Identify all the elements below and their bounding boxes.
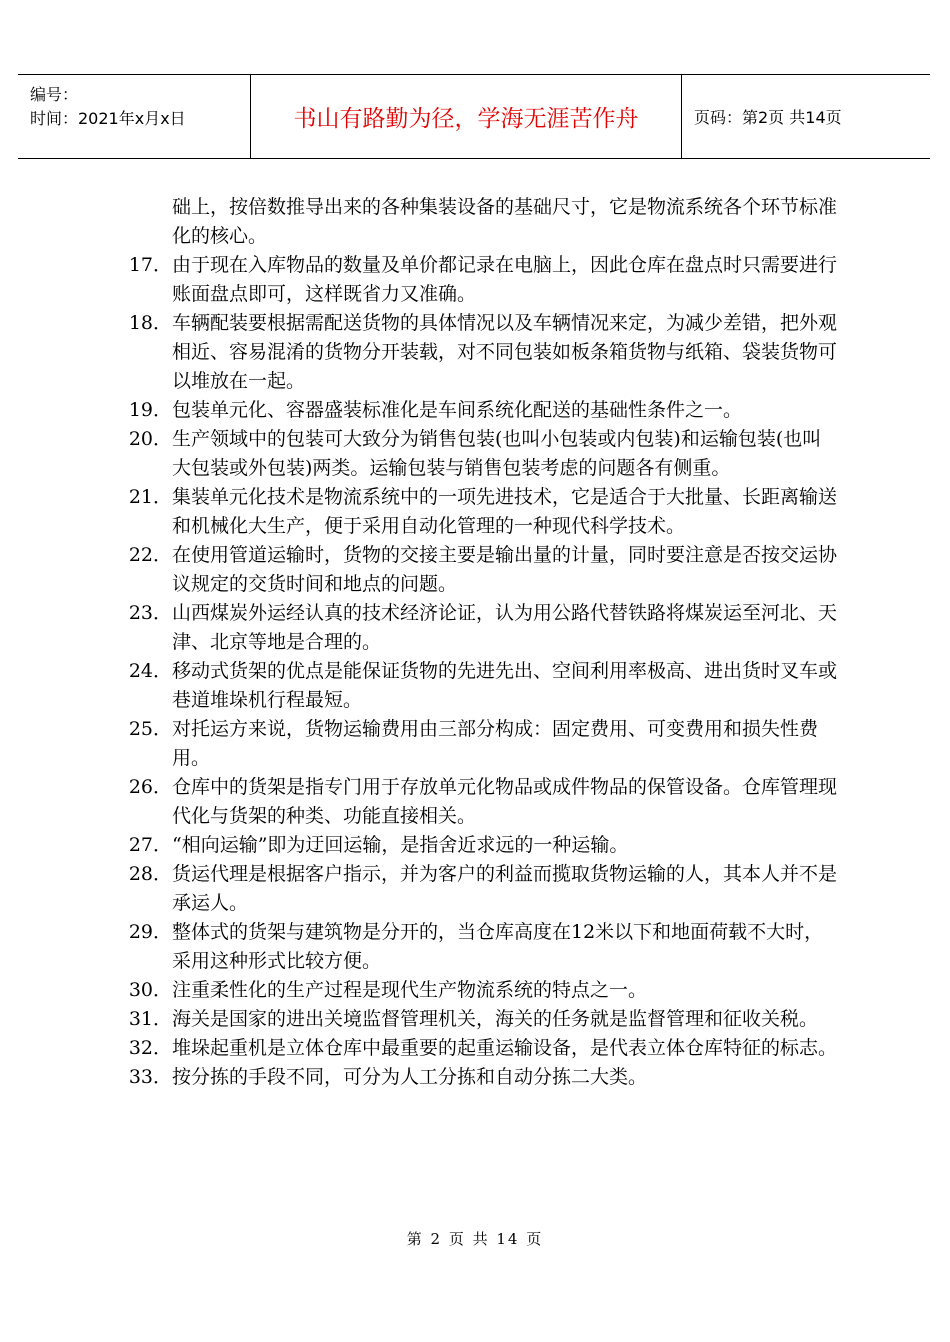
item-number: 19． — [128, 399, 172, 421]
list-item — [120, 396, 840, 425]
item-number: 17． — [128, 254, 172, 276]
serial-label: 编号： — [30, 85, 79, 104]
list-item — [120, 860, 840, 918]
item-text: 由于现在入库物品的数量及单价都记录在电脑上，因此仓库在盘点时只需要进行账面盘点即可，这样既省力又准确。 — [172, 254, 838, 305]
item-number: 21． — [128, 486, 172, 508]
item-number: 26． — [128, 776, 172, 798]
item-number: 29． — [128, 921, 172, 943]
item-number: 28． — [128, 863, 172, 885]
item-text: 按分拣的手段不同，可分为人工分拣和自动分拣二大类。 — [172, 1066, 648, 1088]
item-number: 32． — [128, 1037, 172, 1059]
list-item — [120, 976, 840, 1005]
header-page-label: 页码：第2页 共14页 — [694, 108, 842, 127]
item-number: 20． — [128, 428, 172, 450]
document-body — [120, 193, 840, 1092]
list-item — [120, 715, 840, 773]
list-item — [120, 483, 840, 541]
item-number: 33． — [128, 1066, 172, 1088]
item-text: 车辆配装要根据需配送货物的具体情况以及车辆情况来定，为减少差错，把外观相近、容易混淆的货物分开装载，对不同包装如板条箱货物与纸箱、袋装货物可以堆放在一起。 — [172, 312, 838, 392]
list-item — [120, 309, 840, 396]
page-header — [18, 74, 930, 159]
item-text: 础上，按倍数推导出来的各种集装设备的基础尺寸，它是物流系统各个环节标准化的核心。 — [172, 196, 838, 247]
item-text: 对托运方来说，货物运输费用由三部分构成：固定费用、可变费用和损失性费用。 — [172, 718, 819, 769]
list-item — [120, 657, 840, 715]
item-text: 货运代理是根据客户指示，并为客户的利益而揽取货物运输的人，其本人并不是承运人。 — [172, 863, 838, 914]
list-item — [120, 773, 840, 831]
list-item — [120, 831, 840, 860]
item-text: 海关是国家的进出关境监督管理机关，海关的任务就是监督管理和征收关税。 — [172, 1008, 819, 1030]
item-text: 整体式的货架与建筑物是分开的，当仓库高度在12米以下和地面荷载不大时，采用这种形式比较方便。 — [172, 921, 824, 972]
list-item — [120, 918, 840, 976]
page-footer: 第 2 页 共 14 页 — [406, 1230, 544, 1248]
item-text: 堆垛起重机是立体仓库中最重要的起重运输设备，是代表立体仓库特征的标志。 — [172, 1037, 838, 1059]
item-number: 23． — [128, 602, 172, 624]
list-item — [120, 1005, 840, 1034]
item-text: 山西煤炭外运经认真的技术经济论证，认为用公路代替铁路将煤炭运至河北、天津、北京等地是合理的。 — [172, 602, 838, 653]
item-text: 在使用管道运输时，货物的交接主要是输出量的计量，同时要注意是否按交运协议规定的交货时间和地点的问题。 — [172, 544, 838, 595]
list-item — [120, 251, 840, 309]
item-text: “相向运输”即为迂回运输，是指舍近求远的一种运输。 — [172, 834, 629, 856]
item-number: 27． — [128, 834, 172, 856]
item-text: 仓库中的货架是指专门用于存放单元化物品或成件物品的保管设备。仓库管理现代化与货架的种类、功能直接相关。 — [172, 776, 838, 827]
item-number: 22． — [128, 544, 172, 566]
item-number: 25． — [128, 718, 172, 740]
item-text: 移动式货架的优点是能保证货物的先进先出、空间利用率极高、进出货时叉车或巷道堆垛机行程最短。 — [172, 660, 838, 711]
list-item — [120, 541, 840, 599]
item-text: 包装单元化、容器盛装标准化是车间系统化配送的基础性条件之一。 — [172, 399, 743, 421]
item-number: 24． — [128, 660, 172, 682]
item-text: 生产领域中的包装可大致分为销售包装(也叫小包装或内包装)和运输包装(也叫大包装或外包装)两类。运输包装与销售包装考虑的问题各有侧重。 — [172, 428, 822, 479]
list-item — [120, 1034, 840, 1063]
list-item — [120, 599, 840, 657]
item-number: 30． — [128, 979, 172, 1001]
header-motto: 书山有路勤为径，学海无涯苦作舟 — [251, 75, 682, 158]
item-text: 注重柔性化的生产过程是现代生产物流系统的特点之一。 — [172, 979, 648, 1001]
list-item — [120, 1063, 840, 1092]
list-item — [120, 425, 840, 483]
item-text: 集装单元化技术是物流系统中的一项先进技术，它是适合于大批量、长距离输送和机械化大生产，便于采用自动化管理的一种现代科学技术。 — [172, 486, 838, 537]
header-left — [18, 75, 251, 158]
item-number: 31． — [128, 1008, 172, 1030]
date-label: 时间：2021年x月x日 — [30, 109, 186, 128]
list-item — [120, 193, 840, 251]
item-number: 18． — [128, 312, 172, 334]
